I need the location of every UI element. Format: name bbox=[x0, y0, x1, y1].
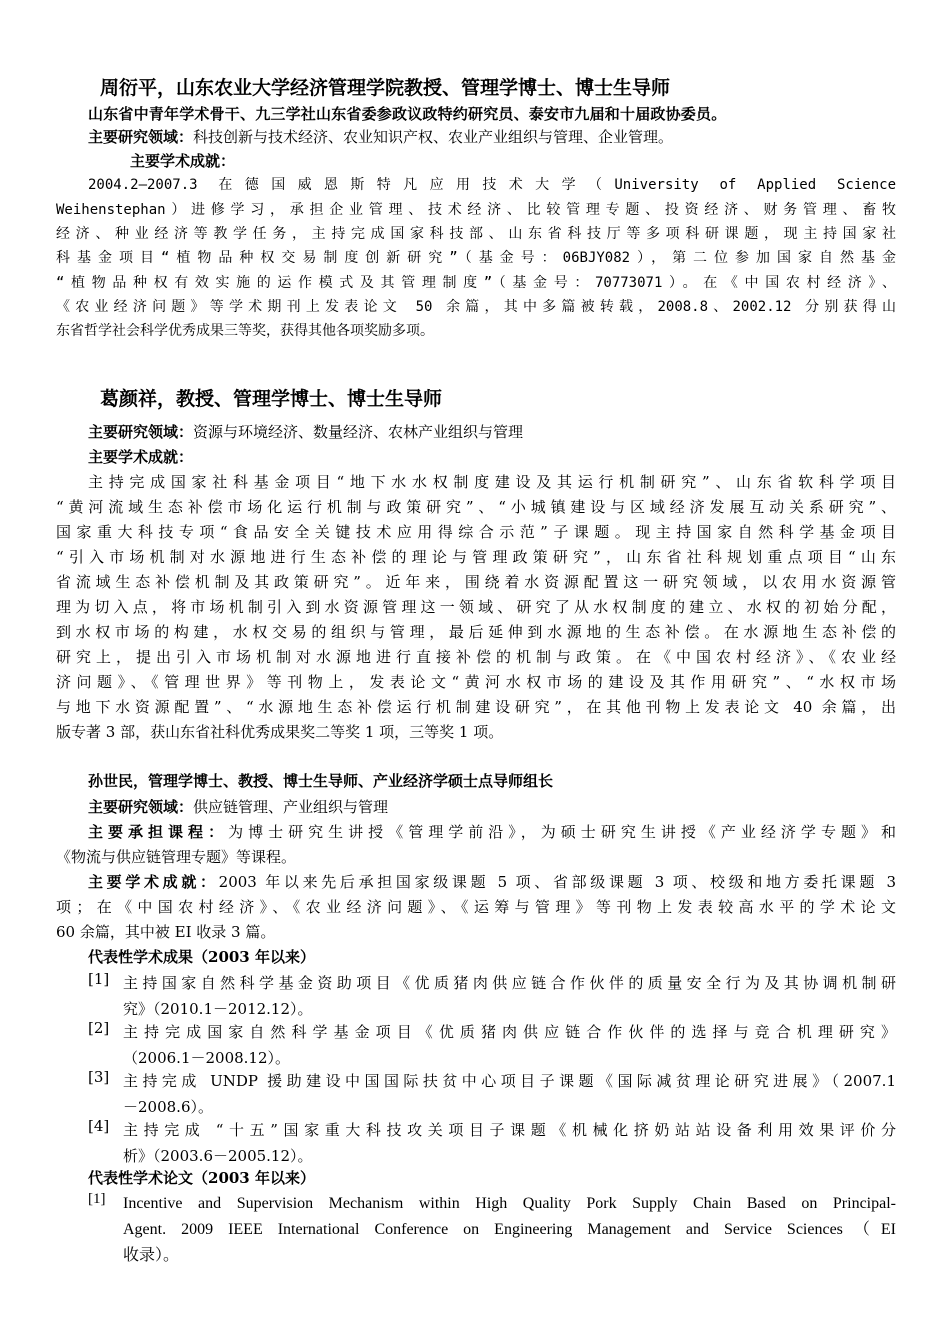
ge-title: 葛颜祥，教授、管理学博士、博士生导师 bbox=[100, 388, 443, 410]
zhou-subtitle: 山东省中青年学术骨干、九三学社山东省委参政议政特约研究员、泰安市九届和十届政协委员。 bbox=[88, 105, 727, 123]
zhou-line: “植物品种权有效实施的运作模式及其管理制度”（基金号：70773071）。在《中国农村经济》、 bbox=[56, 275, 896, 291]
result-number: [1] bbox=[88, 970, 110, 988]
ge-field-text: 资源与环境经济、数量经济、农林产业组织与管理 bbox=[193, 423, 524, 441]
paper-line: 收录）。 bbox=[123, 1247, 180, 1264]
zhou-line: 2004.2—2007.3 在德国威恩斯特凡应用技术大学（University of Applied Science bbox=[88, 177, 896, 193]
ge-line: 与地下水资源配置”、“水源地生态补偿运行机制建设研究”，在其他刊物上发表论文 40 余篇，出 bbox=[56, 698, 896, 716]
result-line: （2006.1－2008.12）。 bbox=[123, 1049, 291, 1067]
ge-line: 研究上，提出引入市场机制对水源地进行直接补偿的机制与政策。在《中国农村经济》、《农业经 bbox=[56, 648, 896, 666]
sun-field-text: 供应链管理、产业组织与管理 bbox=[193, 798, 389, 816]
zhou-field bbox=[88, 126, 673, 147]
sun-achieve-line: 项；在《中国农村经济》、《农业经济问题》、《运筹与管理》等刊物上发表较高水平的学术论文 bbox=[56, 898, 896, 916]
sun-field-label: 主要研究领域： bbox=[88, 798, 194, 816]
ge-line: 到水权市场的构建，水权交易的组织与管理，最后延伸到水源地的生态补偿。在水源地生态补偿的 bbox=[56, 623, 896, 641]
paper-line: Incentive and Supervision Mechanism within High Quality Pork Supply Chain Based on Principal- bbox=[123, 1195, 896, 1212]
ge-field-label: 主要研究领域： bbox=[88, 423, 194, 441]
result-line: 主持完成 “十五”国家重大科技攻关项目子课题《机械化挤奶站站设备利用效果评价分 bbox=[123, 1121, 896, 1139]
sun-achieve-label: 主要学术成就： bbox=[88, 873, 219, 891]
ge-line: “黄河流域生态补偿市场化运行机制与政策研究”、“小城镇建设与区域经济发展互动关系研究”、 bbox=[56, 498, 896, 516]
zhou-line: 经济、种业经济等教学任务，主持完成国家科技部、山东省科技厅等多项科研课题，现主持国家社 bbox=[56, 226, 896, 242]
zhou-line: 《农业经济问题》等学术期刊上发表论文 50 余篇，其中多篇被转载，2008.8、2002.12 分别获得山 bbox=[56, 299, 896, 315]
ge-line: “引入市场机制对水源地进行生态补偿的理论与管理政策研究”，山东省社科规划重点项目“山东 bbox=[56, 548, 896, 566]
paper-number: [1] bbox=[88, 1191, 106, 1207]
sun-course-label: 主要承担课程： bbox=[88, 823, 229, 841]
sun-course-line: 为博士研究生讲授《管理学前沿》，为硕士研究生讲授《产业经济学专题》和 bbox=[228, 823, 896, 841]
ge-line: 版专著 3 部，获山东省社科优秀成果奖二等奖 1 项，三等奖 1 项。 bbox=[56, 723, 504, 741]
result-line: －2008.6）。 bbox=[123, 1098, 213, 1116]
ge-line: 理为切入点，将市场机制引入到水资源管理这一领域、研究了从水权制度的建立、水权的初始分配， bbox=[56, 598, 896, 616]
sun-achieve-line: 60 余篇，其中被 EI 收录 3 篇。 bbox=[56, 923, 276, 941]
result-item bbox=[88, 1019, 896, 1071]
paper-item bbox=[88, 1191, 896, 1269]
result-item bbox=[88, 970, 896, 1022]
sun-achieve bbox=[88, 871, 896, 892]
result-line: 主持国家自然科学基金资助项目《优质猪肉供应链合作伙伴的质量安全行为及其协调机制研 bbox=[123, 974, 896, 992]
papers-heading: 代表性学术论文（2003 年以来） bbox=[88, 1169, 315, 1187]
paper-line: Agent. 2009 IEEE International Conference on Engineering Management and Service Sciences（EI bbox=[123, 1221, 896, 1238]
result-number: [2] bbox=[88, 1019, 110, 1037]
zhou-line: 东省哲学社会科学优秀成果三等奖，获得其他各项奖励多项。 bbox=[56, 323, 434, 339]
sun-course-line: 《物流与供应链管理专题》等课程。 bbox=[56, 848, 297, 866]
ge-line: 省流域生态补偿机制及其政策研究”。近年来，围绕着水资源配置这一研究领域，以农用水资源管 bbox=[56, 573, 896, 591]
ge-field bbox=[88, 421, 523, 442]
ge-line: 主持完成国家社科基金项目“地下水水权制度建设及其运行机制研究”、山东省软科学项目 bbox=[88, 473, 896, 491]
zhou-achieve-label: 主要学术成就： bbox=[130, 152, 236, 170]
ge-achieve-label: 主要学术成就： bbox=[88, 448, 194, 466]
result-line: 析》（2003.6－2005.12）。 bbox=[123, 1147, 313, 1165]
result-line: 主持完成国家自然科学基金项目《优质猪肉供应链合作伙伴的选择与竞合机理研究》 bbox=[123, 1023, 896, 1041]
zhou-line: Weihenstephan）进修学习，承担企业管理、技术经济、比较管理专题、投资经济、财务管理、畜牧 bbox=[56, 202, 896, 218]
zhou-title: 周衍平，山东农业大学经济管理学院教授、管理学博士、博士生导师 bbox=[100, 77, 671, 99]
result-number: [4] bbox=[88, 1117, 110, 1135]
sun-title: 孙世民，管理学博士、教授、博士生导师、产业经济学硕士点导师组长 bbox=[88, 772, 554, 790]
sun-course bbox=[88, 821, 896, 842]
result-item bbox=[88, 1068, 896, 1120]
result-line: 究》（2010.1－2012.12）。 bbox=[123, 1000, 313, 1018]
result-number: [3] bbox=[88, 1068, 110, 1086]
zhou-field-text: 科技创新与技术经济、农业知识产权、农业产业组织与管理、企业管理。 bbox=[193, 128, 674, 146]
results-heading: 代表性学术成果（2003 年以来） bbox=[88, 948, 315, 966]
sun-field bbox=[88, 796, 388, 817]
ge-line: 国家重大科技专项“食品安全关键技术应用得综合示范”子课题。现主持国家自然科学基金项目 bbox=[56, 523, 896, 541]
sun-achieve-line: 2003 年以来先后承担国家级课题 5 项、省部级课题 3 项、校级和地方委托课题 3 bbox=[218, 873, 896, 891]
zhou-field-label: 主要研究领域： bbox=[88, 128, 194, 146]
ge-line: 济问题》、《管理世界》等刊物上，发表论文“黄河水权市场的建设及其作用研究”、“水权市场 bbox=[56, 673, 896, 691]
result-line: 主持完成 UNDP 援助建设中国国际扶贫中心项目子课题《国际减贫理论研究进展》（2007.1 bbox=[123, 1072, 896, 1090]
zhou-line: 科基金项目“植物品种权交易制度创新研究”（基金号：06BJY082），第二位参加国家自然基金 bbox=[56, 250, 896, 266]
result-item bbox=[88, 1117, 896, 1169]
